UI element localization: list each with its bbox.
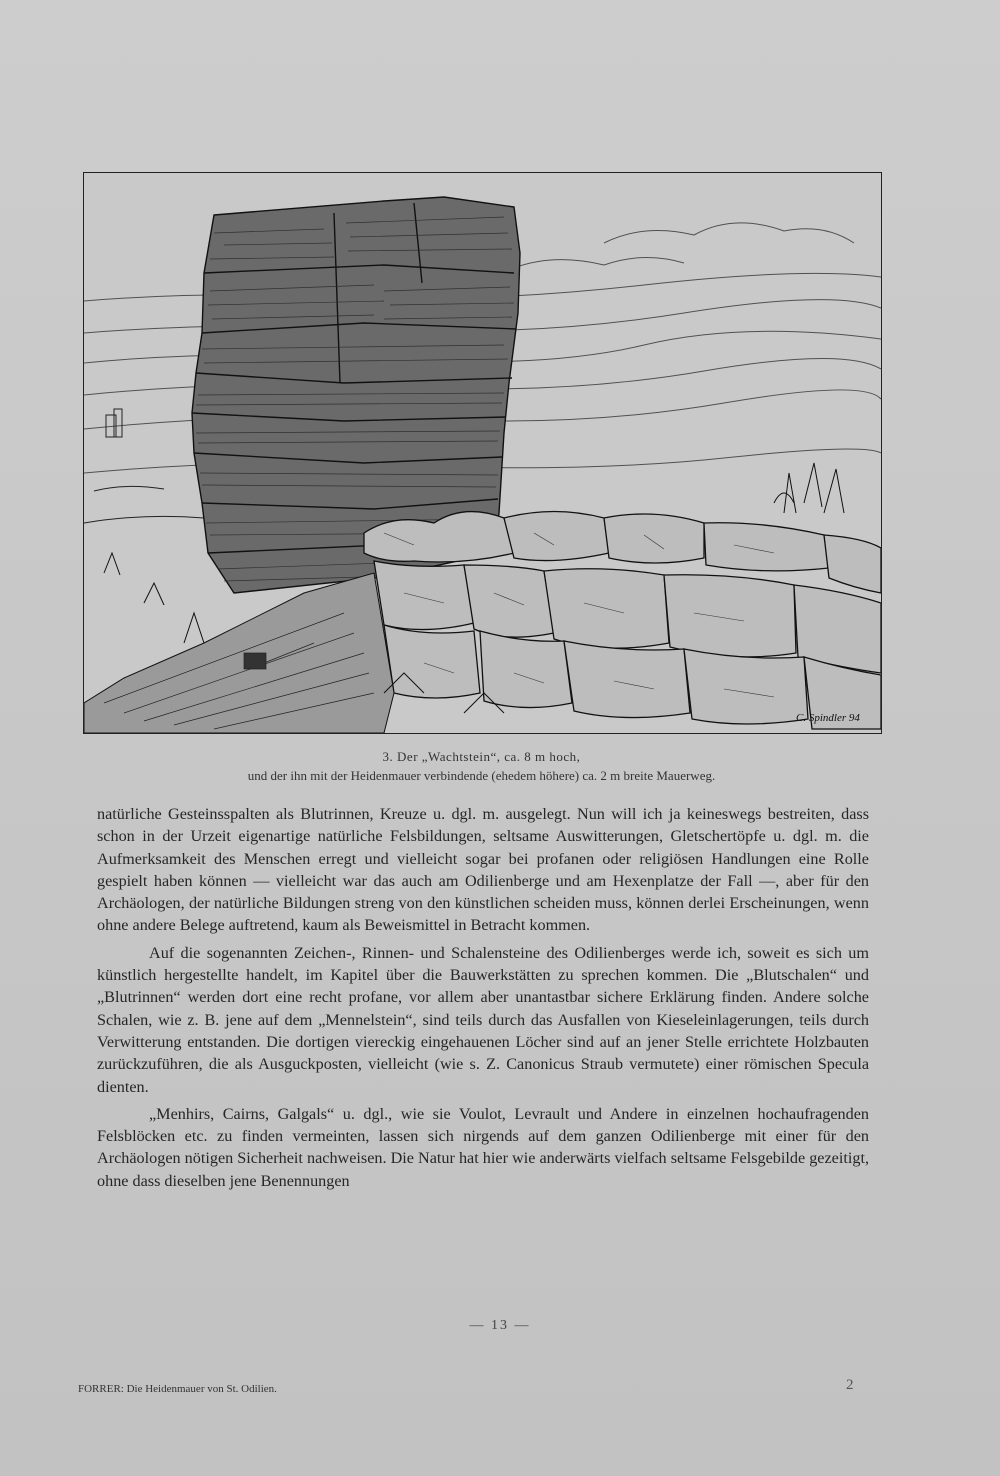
page-number: — 13 — (469, 1318, 531, 1333)
figure-caption-line-1: 3. Der „Wachtstein“, ca. 8 m hoch, (382, 749, 581, 764)
sheet-number: 2 (846, 1377, 854, 1393)
rock-landscape-illustration-icon (84, 173, 881, 733)
figure-illustration (83, 172, 882, 734)
paragraph-1: natürliche Gesteinsspalten als Blutrinnen, Kreuze u. dgl. m. ausgelegt. Nun will ich ja keineswegs bestreiten, dass schon in der Urzeit eigenartige natürliche Felsbildungen, seltsame Auswitterungen, Gletschertöpfe u. dgl. m. die Aufmerksamkeit des Menschen erregt und vielleicht sogar bei profanen oder religiösen Handlungen eine Rolle gespielt haben können — vielleicht war das auch am Odilienberge und am Hexenplatze der Fall —, aber für den Archäologen, der natürliche Bildungen streng von den künstlichen scheiden muss, können derlei Erscheinungen, wenn ohne andere Belege auftretend, kaum als Beweismittel in Betracht kommen. (97, 805, 869, 935)
book-title-footer: FORRER: Die Heidenmauer von St. Odilien. (78, 1383, 277, 1395)
paragraph-2: Auf die sogenannten Zeichen-, Rinnen- und Schalensteine des Odilienberges werde ich, soweit es sich um künstlich hergestellte handelt, im Kapitel über die Bauwerkstätten zu sprechen kommen. Die „Blutschalen“ und „Blutrinnen“ werden dort eine recht profane, vor allem aber unantastbar sichere Erklärung finden. Andere solche Schalen, wie z. B. jene auf dem „Mennelstein“, sind teils durch das Ausfallen von Kieseleinlagerungen, teils durch Verwitterung entstanden. Die dortigen viereckig eingehauenen Löcher sind auf an jener Stelle errichtete Holzbauten zurückzuführen, die als Ausguckposten, vielleicht (wie s. Z. Canonicus Straub vermutete) einer römischen Specula dienten. (97, 943, 869, 1096)
body-text (97, 803, 869, 1192)
figure-caption-line-2: und der ihn mit der Heidenmauer verbindende (ehedem höhere) ca. 2 m breite Mauerweg. (247, 768, 716, 783)
artist-signature: C. Spindler 94 (796, 712, 860, 724)
paragraph-3: „Menhirs, Cairns, Galgals“ u. dgl., wie sie Voulot, Levrault und Andere in einzelnen hochaufragenden Felsblöcken etc. zu finden vermeinten, lassen sich nirgends auf dem ganzen Odilienberge mit einer für den Archäologen nötigen Sicherheit nachweisen. Die Natur hat hier wie anderwärts vielfach seltsame Felsgebilde gezeitigt, ohne dass dieselben jene Benennungen (97, 1104, 869, 1190)
